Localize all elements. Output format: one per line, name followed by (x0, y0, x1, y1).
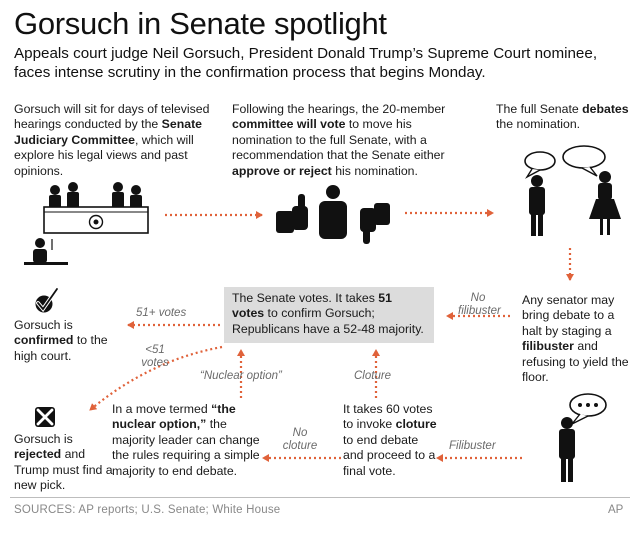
label-filibuster: Filibuster (449, 440, 496, 452)
debate-illustration (525, 146, 621, 236)
filibuster-text: Any senator may bring debate to a halt by staging a filibuster and refusing to yield the floor. (522, 293, 629, 385)
rejected-text: Gorsuch is rejected and Trump must find a new pick. (14, 432, 113, 493)
label-51-plus-votes: 51+ votes (136, 307, 187, 319)
page-title: Gorsuch in Senate spotlight (14, 6, 387, 41)
label-nuclear-option: “Nuclear option” (200, 370, 282, 382)
debate-text: The full Senate debates the nomination. (496, 102, 629, 132)
hearings-text: Gorsuch will sit for days of televised hearings conducted by the Senate Judiciary Committee, which will explore his legal views and past opinions. (14, 102, 210, 178)
ap-credit: AP (608, 504, 624, 516)
confirmed-text: Gorsuch is confirmed to the high court. (14, 318, 108, 363)
footer-divider (10, 497, 630, 498)
nuclear-option-text: In a move termed “the nuclear option,” the majority leader can change the rules requiring a simple majority to end debate. (112, 402, 260, 478)
checkmark-icon (36, 289, 58, 313)
sources-credit: SOURCES: AP reports; U.S. Senate; White House (14, 504, 281, 516)
cloture-text: It takes 60 votes to invoke cloture to end debate and proceed to a final vote. (343, 402, 437, 478)
speech-bubble-icon (525, 146, 605, 177)
committee-vote-text: Following the hearings, the 20-member committee will vote to move his nomination to the full Senate, with a recommendation that the Senate either approve or reject his nomination. (232, 102, 446, 178)
label-no-filibuster: No filibuster (458, 292, 501, 317)
senate-votes-box: The Senate votes. It takes 51 votes to confirm Gorsuch; Republicans have a 52-48 majority. (224, 287, 434, 343)
label-less-51-votes: <51 votes (141, 344, 169, 369)
label-no-cloture: No cloture (282, 427, 318, 452)
filibuster-illustration (559, 394, 606, 482)
x-icon (35, 407, 55, 427)
page-subtitle: Appeals court judge Neil Gorsuch, President Donald Trump’s Supreme Court nominee, faces intense scrutiny in the confirmation process that begins Monday. (14, 45, 598, 81)
committee-vote-illustration (276, 185, 390, 244)
committee-bench-illustration (24, 182, 148, 265)
label-cloture: Cloture (354, 370, 392, 382)
